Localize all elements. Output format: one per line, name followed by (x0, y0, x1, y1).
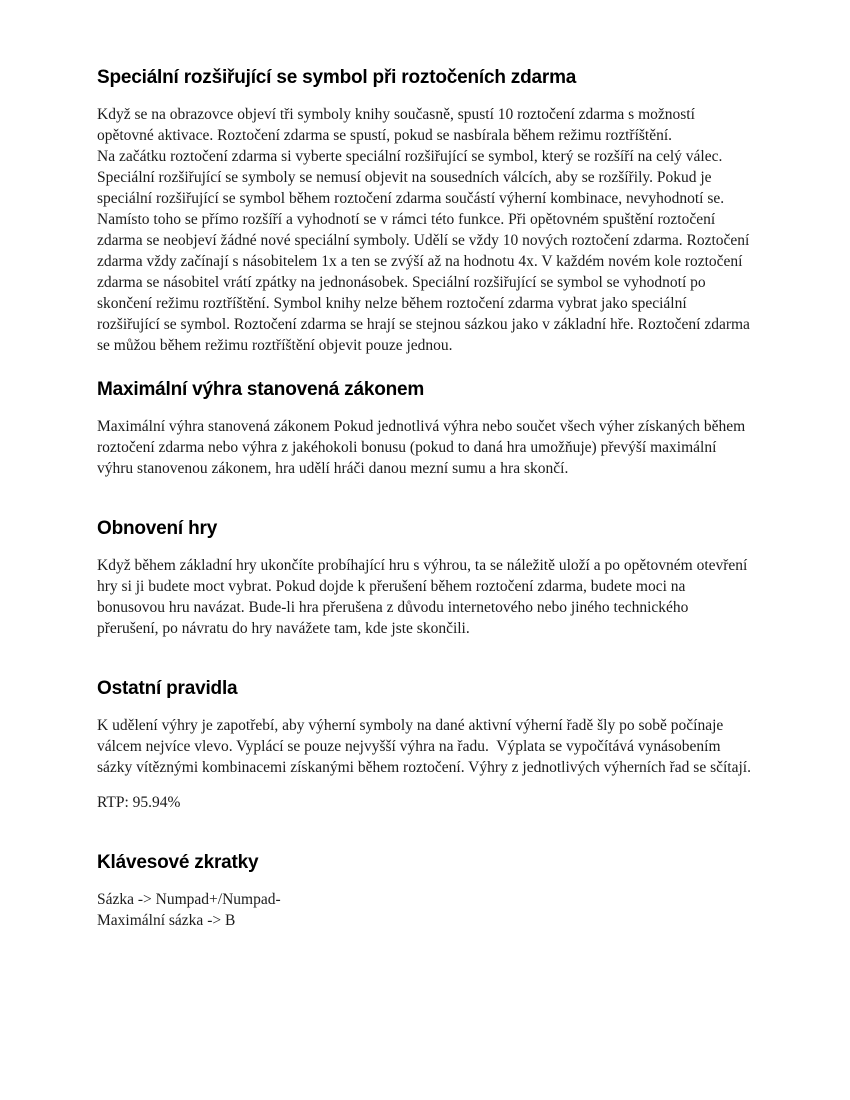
paragraph: Když se na obrazovce objeví tři symboly knihy současně, spustí 10 roztočení zdarma s možností opětovné aktivace. Roztočení zdarma se spustí, pokud se nasbírala během režimu roztříštění. (97, 106, 699, 144)
section-game-resume (97, 517, 753, 639)
section-heading: Obnovení hry (97, 518, 218, 539)
section-other-rules (97, 677, 753, 813)
shortcut-bet: Sázka -> Numpad+/Numpad- (97, 891, 281, 908)
section-heading: Klávesové zkratky (97, 852, 259, 873)
section-keyboard-shortcuts (97, 851, 753, 931)
section-special-expanding-symbol (97, 66, 753, 356)
section-heading: Speciální rozšiřující se symbol při roztočeních zdarma (97, 67, 577, 88)
section-heading: Maximální výhra stanovená zákonem (97, 379, 425, 400)
rtp-value: RTP: 95.94% (97, 794, 181, 811)
section-heading: Ostatní pravidla (97, 678, 238, 699)
paragraph: Když během základní hry ukončíte probíhající hru s výhrou, ta se náležitě uloží a po opětovném otevření hry si ji budete moct vybrat. Pokud dojde k přerušení během roztočení zdarma, budete moci na bonusovou hru navázat. Bude-li hra přerušena z důvodu internetového nebo jiného technického přerušení, po návratu do hry navážete tam, kde jste skončili. (97, 557, 752, 637)
paragraph: K udělení výhry je zapotřebí, aby výherní symboly na dané aktivní výherní řadě šly po sobě počínaje válcem nejvíce vlevo. Vyplácí se pouze nejvyšší výhra na řadu. Výplata se vypočítává vynásobením sázky vítěznými kombinacemi získanými během roztočení. Výhry z jednotlivých výherních řad se sčítají. (97, 717, 751, 776)
section-max-win (97, 378, 753, 479)
paragraph: Na začátku roztočení zdarma si vyberte speciální rozšiřující se symbol, který se rozšíří na celý válec. Speciální rozšiřující se symboly se nemusí objevit na sousedních válcích, aby se rozšířily. Pokud je speciální rozšiřující se symbol během roztočení zdarma součástí výherní kombinace, nevyhodnotí se. Namísto toho se přímo rozšíří a vyhodnotí se v rámci této funkce. Při opětovném spuštění roztočení zdarma se neobjeví žádné nové speciální symboly. Udělí se vždy 10 nových roztočení zdarma. Roztočení zdarma vždy začínají s násobitelem 1x a ten se zvýší až na hodnotu 4x. V každém novém kole roztočení zdarma se násobitel vrátí zpátky na jednonásobek. Speciální rozšiřující se symbol se vyhodnotí po skončení režimu roztříštění. Symbol knihy nelze během roztočení zdarma vybrat jako speciální rozšiřující se symbol. Roztočení zdarma se hrají se stejnou sázkou jako v základní hře. Roztočení zdarma se můžou během režimu roztříštění objevit pouze jednou. (97, 148, 754, 354)
paragraph: Maximální výhra stanovená zákonem Pokud jednotlivá výhra nebo součet všech výher získaných během roztočení zdarma nebo výhra z jakéhokoli bonusu (pokud to daná hra umožňuje) převýší maximální výhru stanovenou zákonem, hra udělí hráči danou mezní sumu a hra skončí. (97, 418, 750, 477)
shortcut-max-bet: Maximální sázka -> B (97, 912, 236, 929)
